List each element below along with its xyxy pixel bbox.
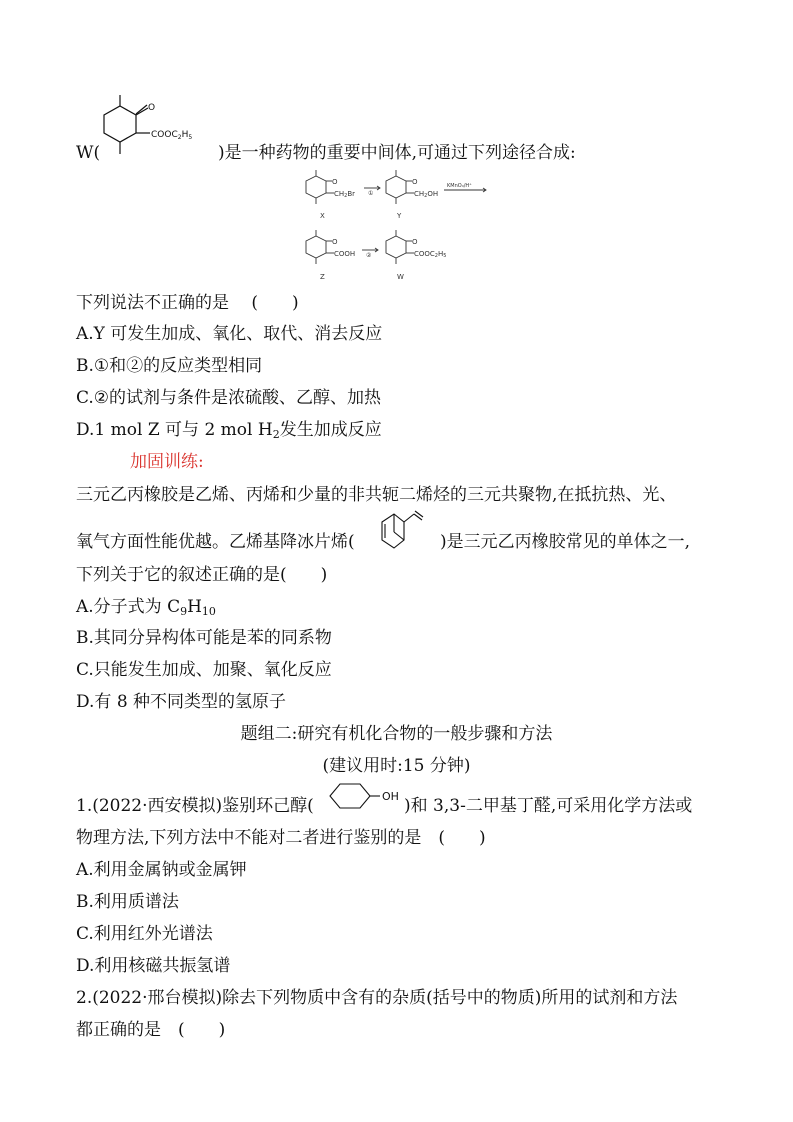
svg-text:COOC2H5: COOC2H5: [414, 250, 447, 259]
reinforce-line-2-pre: 氧气方面性能优越。乙烯基降冰片烯(: [76, 532, 355, 552]
vinyl-norbornene-structure: [372, 508, 440, 554]
option-b: B.①和②的反应类型相同: [76, 356, 263, 376]
svg-text:COOC2H5: $COOC_2H_5$: [151, 130, 193, 141]
svg-text:①: ①: [368, 190, 374, 197]
svg-text:Z: Z: [320, 273, 325, 281]
q2-line-1: 2.(2022·邢台模拟)除去下列物质中含有的杂质(括号中的物质)所用的试剂和方法: [76, 988, 678, 1008]
w-intro-prefix: W(: [76, 143, 101, 163]
synthesis-scheme: [296, 168, 496, 284]
svg-text:Y: Y: [397, 212, 402, 220]
q1-option-d: D.利用核磁共振氢谱: [76, 956, 231, 976]
q1-option-a: A.利用金属钠或金属钾: [76, 860, 247, 880]
svg-text:X: X: [320, 212, 325, 220]
svg-text:CH2OH: CH2OH: [414, 190, 439, 199]
svg-text:KMnO₄/H⁺: KMnO₄/H⁺: [447, 183, 472, 189]
svg-text:W: W: [397, 273, 404, 281]
q1-line-2: 物理方法,下列方法中不能对二者进行鉴别的是 ( ): [76, 828, 486, 848]
svg-text:O: O: [412, 178, 418, 186]
q2-line-2: 都正确的是 ( ): [76, 1020, 226, 1040]
svg-text:OH: OH: [382, 790, 399, 803]
svg-text:CH2Br: CH2Br: [334, 190, 356, 199]
q1-option-b: B.利用质谱法: [76, 892, 179, 912]
q1-line-1-pre: 1.(2022·西安模拟)鉴别环己醇(: [76, 796, 314, 816]
reinforce-line-1: 三元乙丙橡胶是乙烯、丙烯和少量的非共轭二烯烃的三元共聚物,在抵抗热、光、: [76, 485, 677, 505]
svg-text:O: O: [148, 103, 156, 113]
svg-text:O: O: [332, 238, 338, 246]
q1-line-1-post: )和 3,3-二甲基丁醛,可采用化学方法或: [404, 796, 693, 816]
reinforce-option-a: A.分子式为 $C_9H_{10}$: [76, 597, 216, 618]
option-d: D.1 mol Z 可与 2 mol $H_2$发生加成反应: [76, 420, 382, 441]
option-c: C.②的试剂与条件是浓硫酸、乙醇、加热: [76, 388, 382, 408]
svg-text:O: O: [332, 178, 338, 186]
svg-text:COOH: COOH: [334, 250, 356, 258]
reinforce-line-2-post: )是三元乙丙橡胶常见的单体之一,: [440, 532, 691, 552]
cyclohexanol-structure: [322, 778, 406, 814]
w-intro-suffix: )是一种药物的重要中间体,可通过下列途径合成:: [218, 143, 576, 163]
option-a: A.Y 可发生加成、氧化、取代、消去反应: [76, 324, 383, 344]
reinforce-heading: 加固训练:: [130, 452, 204, 472]
q1-option-c: C.利用红外光谱法: [76, 924, 213, 944]
svg-text:②: ②: [366, 252, 372, 259]
svg-text:O: O: [412, 238, 418, 246]
group2-title: 题组二:研究有机化合物的一般步骤和方法: [240, 724, 553, 744]
question-stem: 下列说法不正确的是 ( ): [76, 293, 299, 313]
group2-time: (建议用时:15 分钟): [322, 756, 471, 776]
reinforce-option-c: C.只能发生加成、加聚、氧化反应: [76, 660, 332, 680]
reinforce-option-d: D.有 8 种不同类型的氢原子: [76, 692, 287, 712]
w-structure-diagram: [96, 92, 222, 160]
reinforce-line-3: 下列关于它的叙述正确的是( ): [76, 565, 328, 585]
reinforce-option-b: B.其同分异构体可能是苯的同系物: [76, 628, 332, 648]
